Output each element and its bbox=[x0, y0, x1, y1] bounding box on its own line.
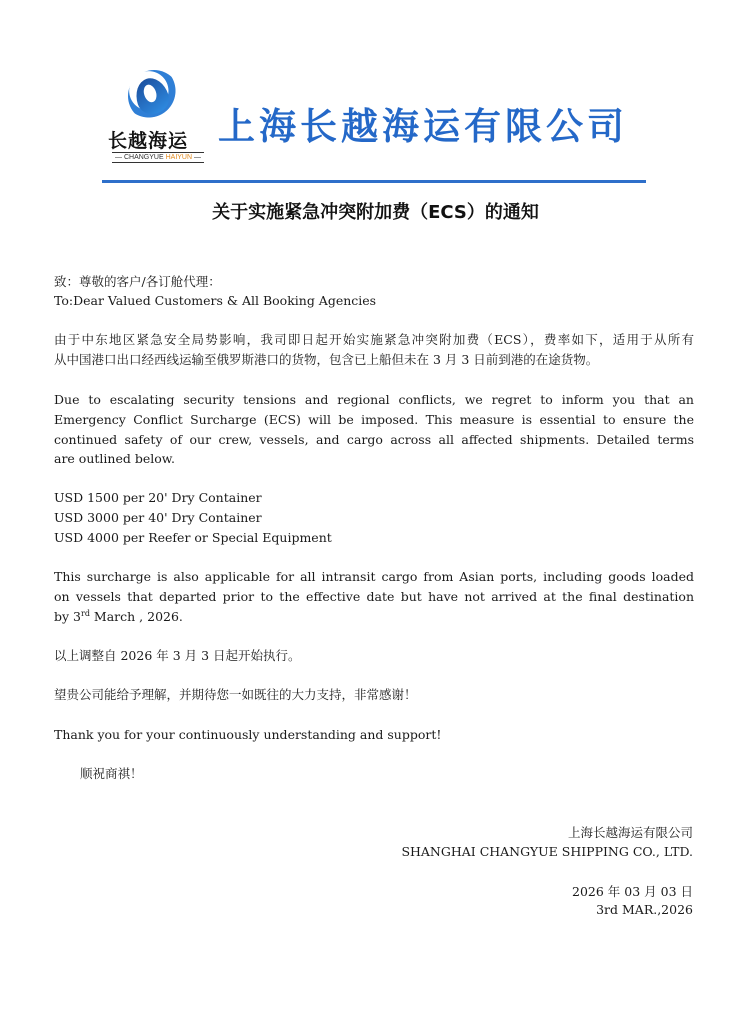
paragraph-line: by 3rd March , 2026. bbox=[54, 608, 183, 624]
logo-chinese-name: 长越海运 bbox=[108, 130, 189, 152]
thanks-en: Thank you for your continuously understanding and support! bbox=[54, 727, 442, 742]
rate-40ft: USD 3000 per 40' Dry Container bbox=[54, 510, 262, 525]
company-name-banner: 上海长越海运有限公司 bbox=[218, 104, 628, 148]
signature-company-cn: 上海长越海运有限公司 bbox=[567, 825, 693, 840]
paragraph-line: continued safety of our crew, vessels, and cargo across all affected shipments. Detailed terms bbox=[54, 431, 694, 447]
paragraph-en-ecs bbox=[54, 390, 694, 469]
paragraph-line: Due to escalating security tensions and regional conflicts, we regret to inform you that an bbox=[54, 392, 694, 407]
rate-reefer: USD 4000 per Reefer or Special Equipment bbox=[54, 530, 332, 545]
logo-english-name: — CHANGYUE HAIYUN — bbox=[112, 152, 204, 163]
closing-cn: 顺祝商祺！ bbox=[80, 766, 143, 781]
paragraph-cn-ecs bbox=[54, 330, 694, 370]
rate-20ft: USD 1500 per 20' Dry Container bbox=[54, 490, 262, 505]
signature-date-en: 3rd MAR.,2026 bbox=[596, 902, 693, 917]
signature-company-en: SHANGHAI CHANGYUE SHIPPING CO., LTD. bbox=[401, 844, 693, 859]
paragraph-line: This surcharge is also applicable for all intransit cargo from Asian ports, including goods loaded bbox=[54, 569, 694, 584]
notice-title: 关于实施紧急冲突附加费（ECS）的通知 bbox=[212, 202, 539, 223]
paragraph-line: 从中国港口出口经西线运输至俄罗斯港口的货物，包含已上船但未在 3 月 3 日前到港的在途货物。 bbox=[54, 351, 599, 367]
paragraph-line: on vessels that departed prior to the effective date but have not arrived at the final destination bbox=[54, 588, 694, 604]
salutation-en: To:Dear Valued Customers & All Booking Agencies bbox=[54, 293, 377, 308]
salutation-cn: 致：尊敬的客户/各订舱代理： bbox=[54, 274, 221, 289]
paragraph-line: Emergency Conflict Surcharge (ECS) will be imposed. This measure is essential to ensure the bbox=[54, 411, 694, 427]
company-logo bbox=[104, 68, 204, 168]
paragraph-line: are outlined below. bbox=[54, 451, 175, 467]
effective-date-cn: 以上调整自 2026 年 3 月 3 日起开始执行。 bbox=[54, 648, 301, 663]
signature-date-cn: 2026 年 03 月 03 日 bbox=[572, 884, 693, 899]
paragraph-en-intransit bbox=[54, 567, 694, 626]
thanks-cn: 望贵公司能给予理解，并期待您一如既往的大力支持，非常感谢！ bbox=[54, 687, 417, 702]
paragraph-line: 由于中东地区紧急安全局势影响，我司即日起开始实施紧急冲突附加费（ECS），费率如下，适用于从所有 bbox=[54, 332, 694, 347]
header-divider bbox=[102, 180, 646, 183]
